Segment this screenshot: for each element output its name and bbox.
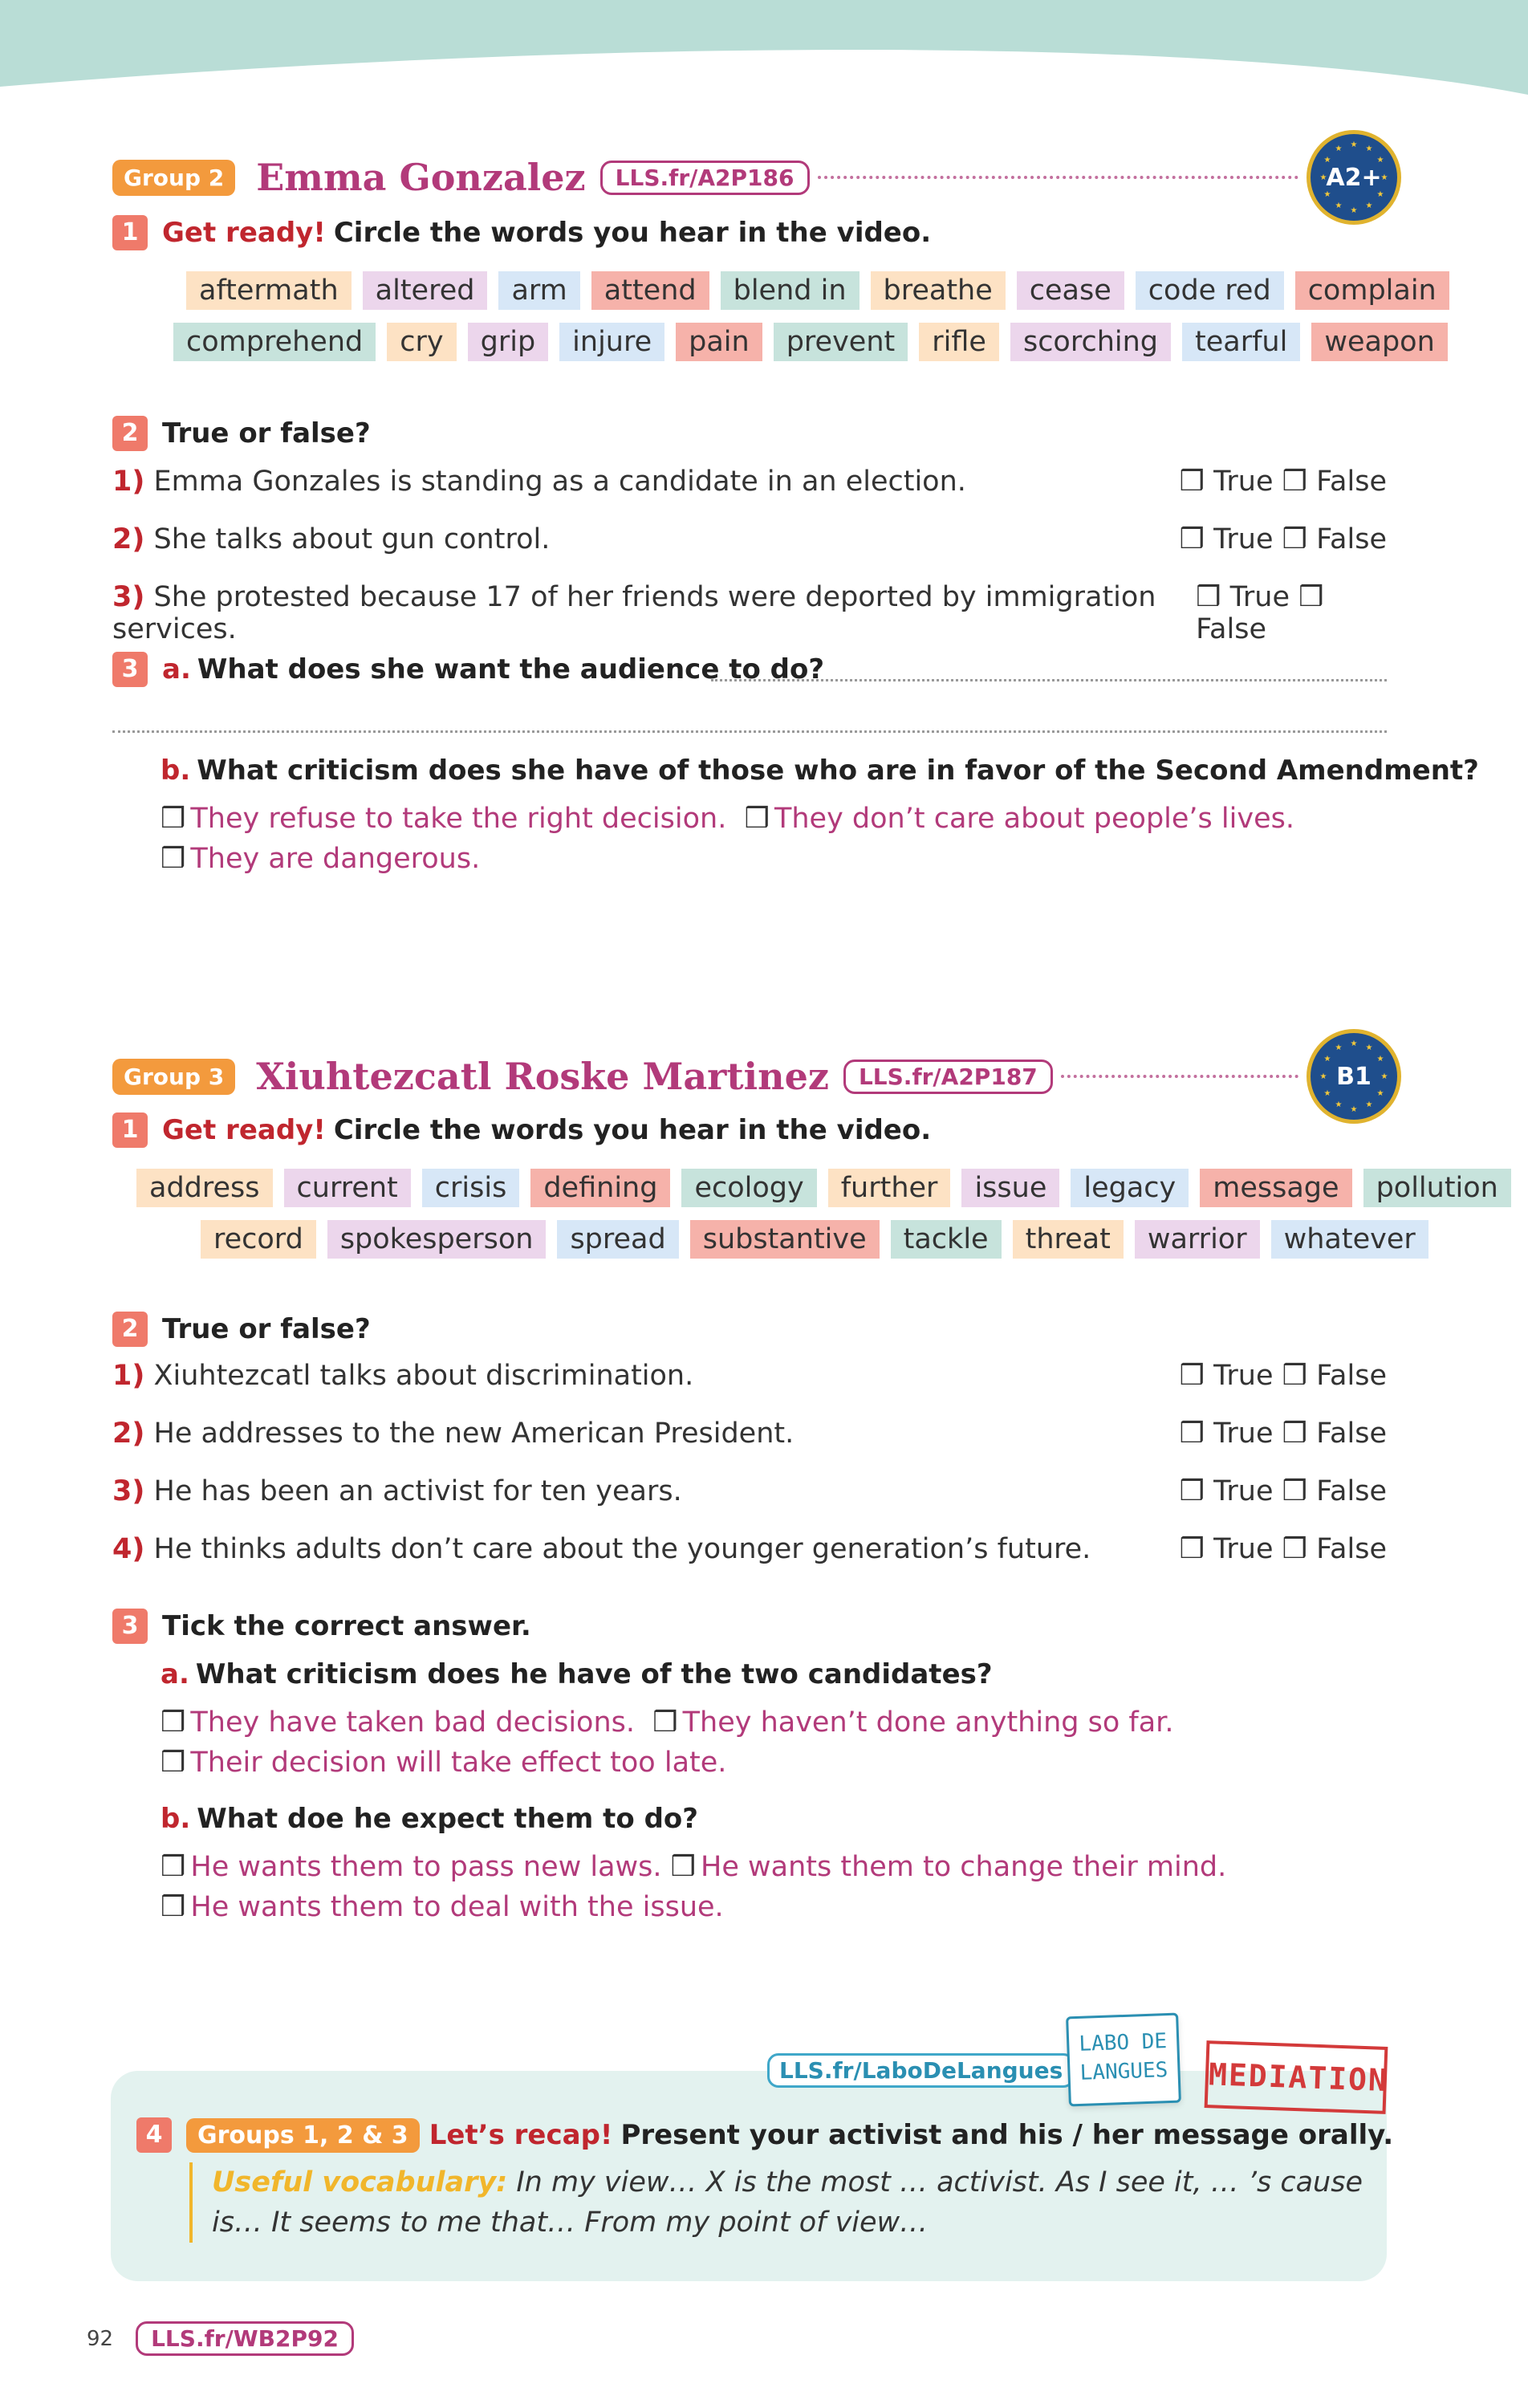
word-chip[interactable]: substantive <box>690 1220 880 1259</box>
g2-tf-item-2 <box>112 523 1387 555</box>
exercise-title: Tick the correct answer. <box>162 1610 531 1642</box>
option-text: He wants them to pass new laws. <box>190 1851 662 1883</box>
g3-ex3-b-options-row2 <box>161 1891 724 1923</box>
svg-text:★: ★ <box>1380 173 1388 182</box>
item-text: He addresses to the new American President. <box>153 1418 794 1450</box>
g3-ex3-b-options-row1 <box>161 1851 1226 1883</box>
activist-name: Xiuhtezcatl Roske Martinez <box>256 1055 829 1098</box>
word-chip[interactable]: attend <box>591 271 709 310</box>
useful-vocabulary <box>189 2162 1369 2243</box>
g2-tf-item-3 <box>112 581 1387 645</box>
svg-text:★: ★ <box>1365 1043 1373 1052</box>
answer-line[interactable] <box>711 679 1387 681</box>
option-text: Their decision will take effect too late. <box>190 1747 727 1779</box>
svg-text:★: ★ <box>1319 173 1327 182</box>
word-chip[interactable]: code red <box>1136 271 1284 310</box>
word-chip[interactable]: pain <box>676 323 762 361</box>
true-false-checkboxes[interactable]: ❒ True ❒ False <box>1179 466 1387 498</box>
question-letter: b. <box>161 1803 191 1835</box>
question-text: What does she want the audience to do? <box>197 653 825 685</box>
checkbox[interactable]: ❒ <box>161 803 186 835</box>
item-number: 4) <box>112 1533 145 1565</box>
instruction-text: Circle the words you hear in the video. <box>333 1114 932 1146</box>
exercise-number: 3 <box>112 652 148 687</box>
word-chip[interactable]: spokesperson <box>327 1220 547 1259</box>
question-text: What criticism does he have of the two candidates? <box>195 1658 993 1690</box>
question-letter: a. <box>161 1658 189 1690</box>
option-text: They are dangerous. <box>190 843 481 875</box>
word-chip[interactable]: altered <box>363 271 488 310</box>
word-chip[interactable]: crisis <box>422 1169 520 1207</box>
g2-word-row-2 <box>173 323 1448 361</box>
svg-text:★: ★ <box>1376 190 1384 199</box>
checkbox[interactable]: ❒ <box>161 1706 186 1739</box>
logo-line: LABO DE <box>1078 2029 1168 2056</box>
question-text: What doe he expect them to do? <box>197 1803 698 1835</box>
question-letter: a. <box>162 653 191 685</box>
page-footer <box>87 2321 354 2356</box>
option-text: They have taken bad decisions. <box>190 1706 635 1739</box>
labo-link[interactable]: LLS.fr/LaboDeLangues <box>767 2053 1075 2088</box>
checkbox[interactable]: ❒ <box>161 1851 186 1883</box>
svg-text:★: ★ <box>1323 156 1331 165</box>
g3-ex3-b <box>161 1803 698 1835</box>
word-chip[interactable]: ecology <box>681 1169 816 1207</box>
group-pill: Group 2 <box>112 160 235 196</box>
checkbox[interactable]: ❒ <box>161 843 186 875</box>
activist-name: Emma Gonzalez <box>256 156 586 199</box>
item-number: 1) <box>112 1360 145 1392</box>
word-chip[interactable]: breathe <box>871 271 1006 310</box>
g3-ex2-title <box>112 1312 371 1347</box>
g2-tf-item-1 <box>112 466 1387 498</box>
svg-text:★: ★ <box>1323 1089 1331 1098</box>
svg-text:★: ★ <box>1323 1055 1331 1064</box>
workbook-link[interactable]: LLS.fr/WB2P92 <box>136 2321 354 2356</box>
word-chip[interactable]: injure <box>559 323 664 361</box>
word-chip[interactable]: rifle <box>919 323 999 361</box>
item-text: Xiuhtezcatl talks about discrimination. <box>153 1360 694 1392</box>
level-label: B1 <box>1336 1062 1372 1091</box>
item-text: He has been an activist for ten years. <box>153 1475 682 1507</box>
svg-text:★: ★ <box>1376 156 1384 165</box>
svg-text:★: ★ <box>1323 190 1331 199</box>
option-text: They don’t care about people’s lives. <box>774 803 1294 835</box>
svg-text:★: ★ <box>1365 144 1373 153</box>
svg-text:★: ★ <box>1376 1089 1384 1098</box>
word-chip[interactable]: further <box>828 1169 951 1207</box>
option-text: They haven’t done anything so far. <box>682 1706 1174 1739</box>
word-chip[interactable]: whatever <box>1271 1220 1428 1259</box>
true-false-checkboxes[interactable]: ❒ True ❒ False <box>1179 523 1387 555</box>
level-badge <box>1307 1029 1401 1124</box>
exercise-number: 3 <box>112 1609 148 1644</box>
answer-line[interactable] <box>112 730 1387 733</box>
exercise-number: 2 <box>112 1312 148 1347</box>
word-chip[interactable]: comprehend <box>173 323 376 361</box>
true-false-checkboxes[interactable]: ❒ True ❒ False <box>1179 1533 1387 1565</box>
instruction-lead: Get ready! <box>162 1114 326 1146</box>
video-link[interactable]: LLS.fr/A2P186 <box>600 161 810 195</box>
word-chip[interactable]: weapon <box>1311 323 1447 361</box>
g2-ex3-b <box>161 755 1479 787</box>
svg-text:★: ★ <box>1350 1039 1358 1048</box>
g3-ex3-title <box>112 1609 531 1644</box>
g3-tf-item-1 <box>112 1360 1387 1392</box>
question-text: What criticism does she have of those who are in favor of the Second Amendment? <box>197 755 1479 787</box>
g3-ex1-instruction <box>112 1112 931 1148</box>
instruction-text: Circle the words you hear in the video. <box>333 217 932 249</box>
exercise-number: 4 <box>136 2117 172 2153</box>
g3-ex3-a-options-row1 <box>161 1706 1173 1739</box>
svg-text:★: ★ <box>1335 201 1343 210</box>
checkbox[interactable]: ❒ <box>161 1891 186 1923</box>
g2-ex3-a <box>112 652 824 687</box>
group-pill: Group 3 <box>112 1059 235 1095</box>
word-chip[interactable]: threat <box>1013 1220 1124 1259</box>
g3-word-row-2 <box>201 1220 1428 1259</box>
word-chip[interactable]: cry <box>387 323 456 361</box>
logo-line: LANGUES <box>1079 2058 1168 2085</box>
checkbox[interactable]: ❒ <box>161 1747 186 1779</box>
item-text: She talks about gun control. <box>153 523 551 555</box>
true-false-checkboxes[interactable]: ❒ True ❒ False <box>1196 581 1324 645</box>
item-text: Emma Gonzales is standing as a candidate in an election. <box>153 466 966 498</box>
word-chip[interactable]: warrior <box>1135 1220 1260 1259</box>
item-number: 2) <box>112 1418 145 1450</box>
svg-text:★: ★ <box>1335 1100 1343 1109</box>
word-chip[interactable]: pollution <box>1363 1169 1511 1207</box>
true-false-checkboxes[interactable]: ❒ True ❒ False <box>1179 1418 1387 1450</box>
word-chip[interactable]: message <box>1200 1169 1351 1207</box>
g2-ex3-b-options-row1 <box>161 803 1294 835</box>
item-number: 3) <box>112 1475 145 1507</box>
instruction-text: Present your activist and his / her message orally. <box>620 2119 1394 2151</box>
instruction-lead: Let’s recap! <box>429 2119 613 2151</box>
svg-text:★: ★ <box>1376 1055 1384 1064</box>
word-chip[interactable]: scorching <box>1010 323 1171 361</box>
g2-ex2-title <box>112 416 371 451</box>
video-link[interactable]: LLS.fr/A2P187 <box>843 1060 1053 1094</box>
svg-text:★: ★ <box>1350 140 1358 149</box>
recap-instruction <box>136 2117 1393 2153</box>
word-chip[interactable]: grip <box>468 323 549 361</box>
exercise-number: 1 <box>112 1112 148 1148</box>
word-chip[interactable]: legacy <box>1071 1169 1189 1207</box>
svg-text:★: ★ <box>1350 206 1358 215</box>
level-label: A2+ <box>1326 163 1382 192</box>
svg-text:★: ★ <box>1335 144 1343 153</box>
word-chip[interactable]: spread <box>557 1220 678 1259</box>
word-chip[interactable]: tearful <box>1182 323 1300 361</box>
word-chip[interactable]: defining <box>530 1169 670 1207</box>
word-chip[interactable]: record <box>201 1220 316 1259</box>
item-number: 3) <box>112 581 145 613</box>
groups-pill: Groups 1, 2 & 3 <box>186 2118 420 2153</box>
word-chip[interactable]: cease <box>1017 271 1124 310</box>
item-text: He thinks adults don’t care about the younger generation’s future. <box>153 1533 1091 1565</box>
g3-ex3-a <box>161 1658 993 1690</box>
dotted-separator <box>818 176 1299 179</box>
g3-ex3-a-options-row2 <box>161 1747 726 1779</box>
page-number: 92 <box>87 2326 114 2351</box>
option-text: They refuse to take the right decision. <box>190 803 727 835</box>
g3-word-row-1 <box>136 1169 1511 1207</box>
vocab-label: Useful vocabulary: <box>212 2166 508 2199</box>
g2-word-row-1 <box>186 271 1449 310</box>
svg-text:★: ★ <box>1365 1100 1373 1109</box>
exercise-number: 2 <box>112 416 148 451</box>
group3-header <box>112 1029 1387 1124</box>
g2-ex1-instruction <box>112 215 931 250</box>
question-letter: b. <box>161 755 191 787</box>
svg-text:★: ★ <box>1380 1072 1388 1081</box>
checkbox[interactable]: ❒ <box>744 803 770 835</box>
g3-tf-item-4 <box>112 1533 1387 1565</box>
g3-tf-item-3 <box>112 1475 1387 1507</box>
word-chip[interactable]: issue <box>961 1169 1059 1207</box>
exercise-title: True or false? <box>162 417 371 449</box>
item-number: 2) <box>112 523 145 555</box>
word-chip[interactable]: tackle <box>891 1220 1002 1259</box>
labo-de-langues-logo[interactable] <box>1066 2013 1181 2107</box>
word-chip[interactable]: arm <box>498 271 579 310</box>
option-text: He wants them to change their mind. <box>701 1851 1227 1883</box>
vocab-text: In my view… X is the most … activist. As I see it, … ’s cause is… It seems to me that… From my point of view… <box>212 2166 1363 2239</box>
svg-text:★: ★ <box>1350 1105 1358 1114</box>
g2-ex3-b-options-row2 <box>161 843 480 875</box>
item-number: 1) <box>112 466 145 498</box>
svg-text:★: ★ <box>1319 1072 1327 1081</box>
instruction-lead: Get ready! <box>162 217 326 249</box>
item-text: She protested because 17 of her friends were deported by immigration services. <box>112 581 1156 645</box>
level-badge <box>1307 130 1401 225</box>
exercise-number: 1 <box>112 215 148 250</box>
checkbox[interactable]: ❒ <box>670 1851 697 1883</box>
word-chip[interactable]: complain <box>1295 271 1449 310</box>
word-chip[interactable]: blend in <box>721 271 860 310</box>
word-chip[interactable]: aftermath <box>186 271 352 310</box>
group2-header <box>112 130 1387 225</box>
option-text: He wants them to deal with the issue. <box>190 1891 724 1923</box>
mediation-stamp: MEDIATION <box>1205 2040 1388 2114</box>
checkbox[interactable]: ❒ <box>652 1706 678 1739</box>
exercise-title: True or false? <box>162 1313 371 1345</box>
word-chip[interactable]: current <box>284 1169 411 1207</box>
word-chip[interactable]: address <box>136 1169 273 1207</box>
top-wave-decoration <box>0 0 1528 104</box>
svg-text:★: ★ <box>1335 1043 1343 1052</box>
word-chip[interactable]: prevent <box>774 323 908 361</box>
true-false-checkboxes[interactable]: ❒ True ❒ False <box>1179 1475 1387 1507</box>
g3-tf-item-2 <box>112 1418 1387 1450</box>
dotted-separator <box>1061 1075 1298 1078</box>
true-false-checkboxes[interactable]: ❒ True ❒ False <box>1179 1360 1387 1392</box>
svg-text:★: ★ <box>1365 201 1373 210</box>
